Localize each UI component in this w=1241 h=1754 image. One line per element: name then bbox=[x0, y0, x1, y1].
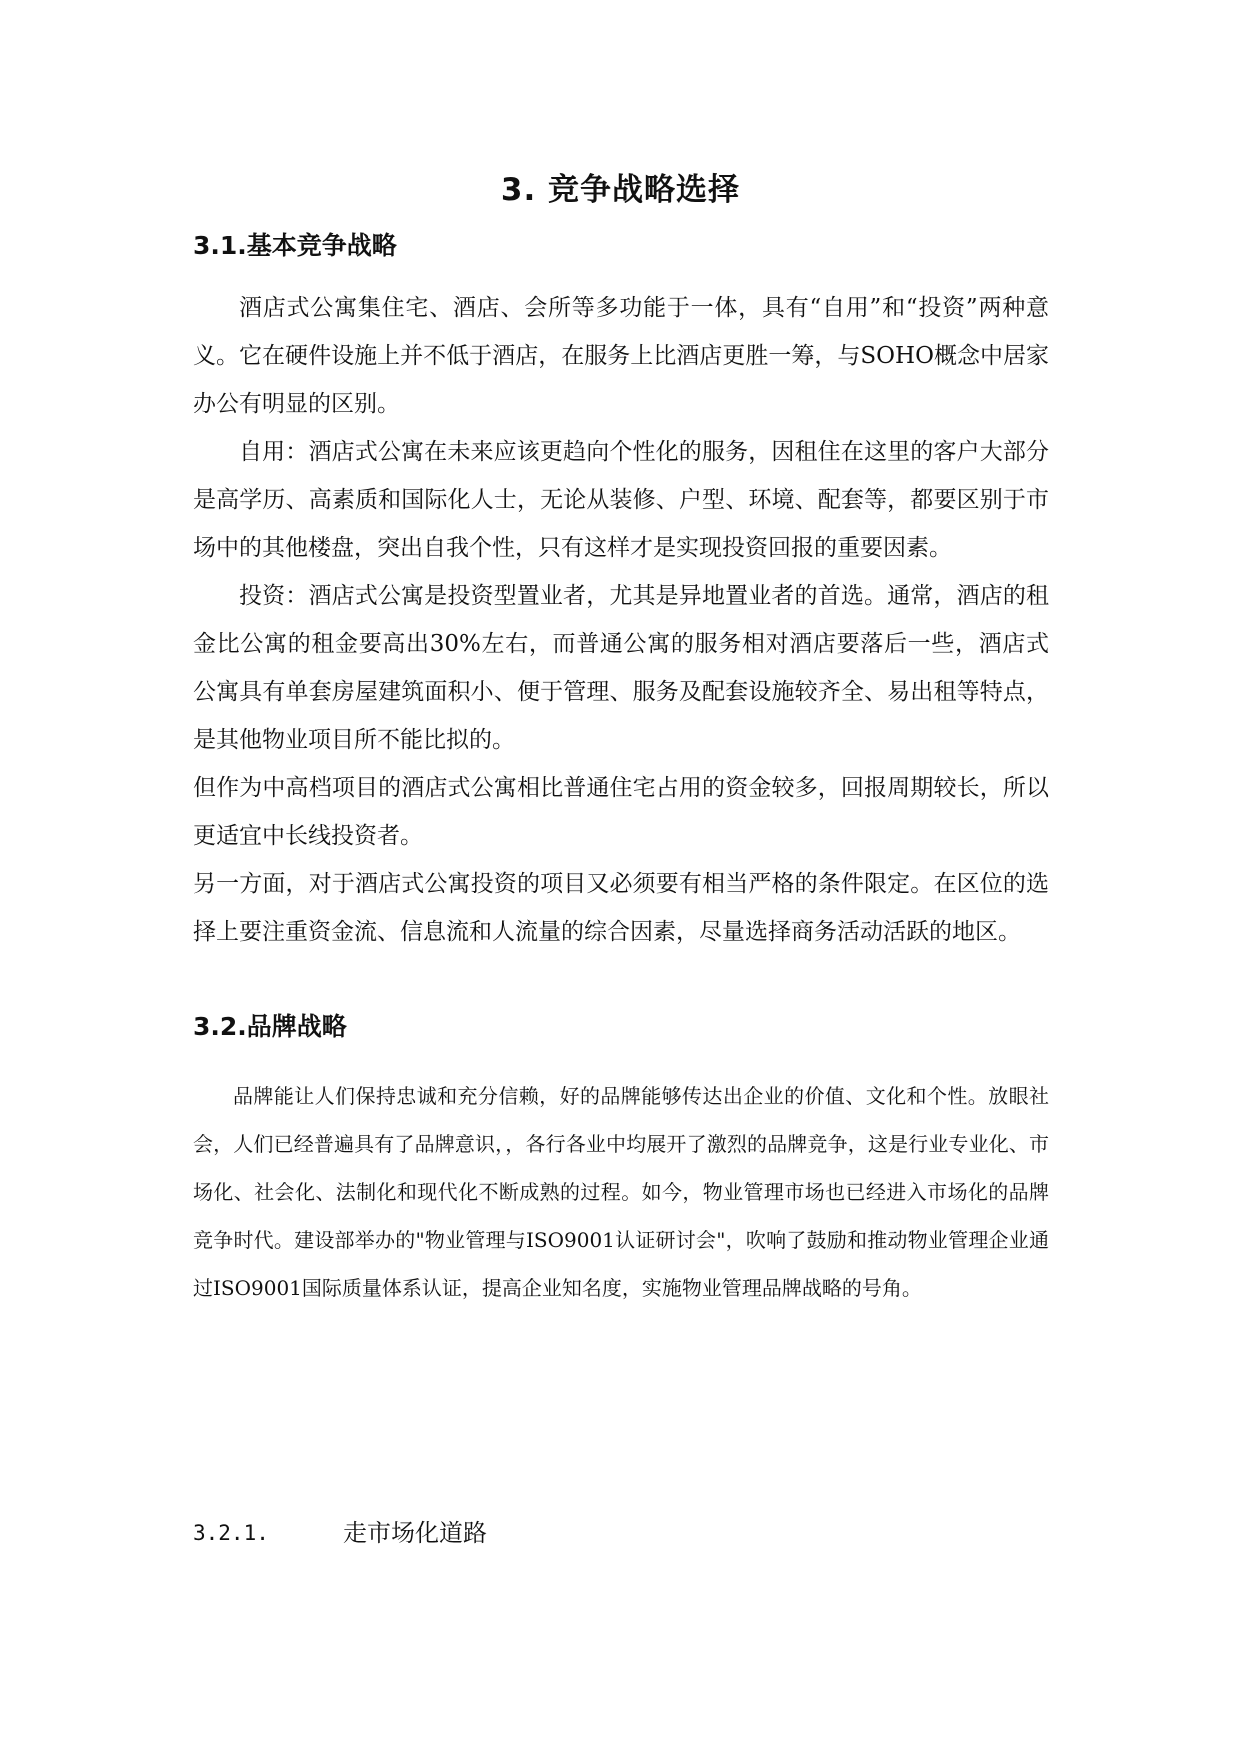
chapter-title: 3. 竞争战略选择 bbox=[500, 172, 741, 208]
paragraph-intro: 酒店式公寓集住宅、酒店、会所等多功能于一体，具有“自用”和“投资”两种意义。它在硬件设施上并不低于酒店，在服务上比酒店更胜一筹，与SOHO概念中居家办公有明显的区别。 bbox=[193, 295, 1049, 417]
section-body-basic-strategy bbox=[193, 284, 1049, 956]
section-heading-brand-strategy: 3.2.品牌战略 bbox=[193, 1012, 347, 1041]
paragraph-location: 另一方面，对于酒店式公寓投资的项目又必须要有相当严格的条件限定。在区位的选择上要注重资金流、信息流和人流量的综合因素，尽量选择商务活动活跃的地区。 bbox=[193, 871, 1049, 945]
section-body-brand-strategy bbox=[193, 1072, 1049, 1312]
subsection-title: 走市场化道路 bbox=[343, 1519, 487, 1547]
subsection-heading-market-road bbox=[193, 1515, 1049, 1551]
paragraph-self-use: 自用：酒店式公寓在未来应该更趋向个性化的服务，因租住在这里的客户大部分是高学历、高素质和国际化人士，无论从装修、户型、环境、配套等，都要区别于市场中的其他楼盘，突出自我个性，只有这样才是实现投资回报的重要因素。 bbox=[193, 439, 1049, 561]
subsection-number: 3.2.1. bbox=[193, 1521, 269, 1545]
paragraph-investment: 投资：酒店式公寓是投资型置业者，尤其是异地置业者的首选。通常，酒店的租金比公寓的租金要高出30%左右，而普通公寓的服务相对酒店要落后一些，酒店式公寓具有单套房屋建筑面积小、便于管理、服务及配套设施较齐全、易出租等特点，是其他物业项目所不能比拟的。 bbox=[193, 583, 1049, 753]
paragraph-brand: 品牌能让人们保持忠诚和充分信赖，好的品牌能够传达出企业的价值、文化和个性。放眼社会，人们已经普遍具有了品牌意识，，各行各业中均展开了激烈的品牌竞争，这是行业专业化、市场化、社会化、法制化和现代化不断成熟的过程。如今，物业管理市场也已经进入市场化的品牌竞争时代。建设部举办的"物业管理与ISO9001认证研讨会"，吹响了鼓励和推动物业管理企业通过ISO9001国际质量体系认证，提高企业知名度，实施物业管理品牌战略的号角。 bbox=[193, 1084, 1049, 1300]
paragraph-capital: 但作为中高档项目的酒店式公寓相比普通住宅占用的资金较多，回报周期较长，所以更适宜中长线投资者。 bbox=[193, 775, 1049, 849]
section-heading-basic-strategy: 3.1.基本竞争战略 bbox=[193, 231, 397, 260]
